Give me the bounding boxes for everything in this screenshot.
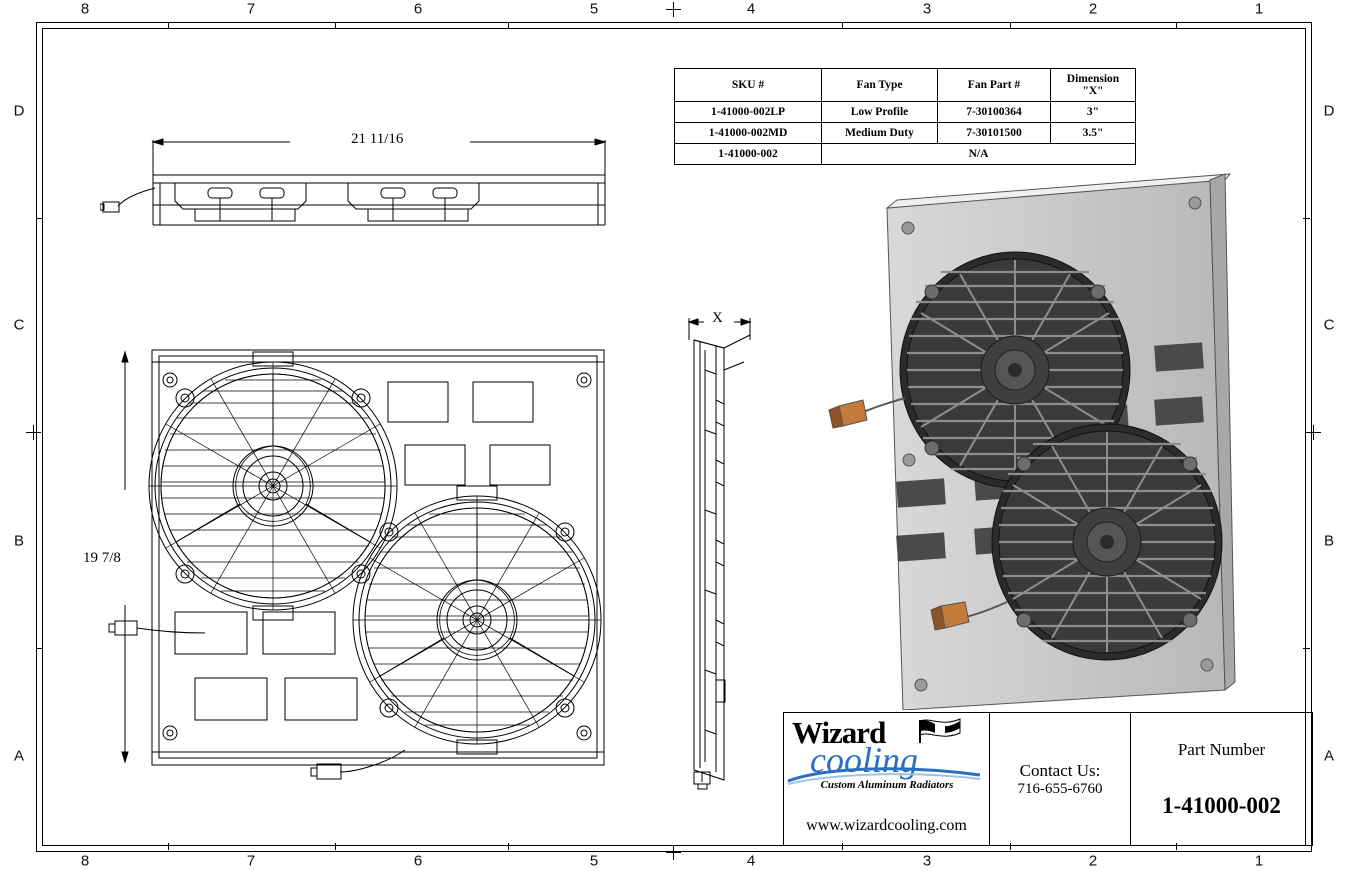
border-tick bbox=[1303, 648, 1310, 649]
part-number-cell bbox=[1131, 713, 1312, 845]
zone-number-bottom-8: 8 bbox=[80, 852, 90, 870]
zone-number-top-6: 6 bbox=[413, 0, 423, 18]
cell-dimension: 3.5" bbox=[1051, 123, 1136, 144]
dimension-depth-label: X bbox=[712, 310, 723, 326]
contact-label: Contact Us: bbox=[1019, 760, 1101, 780]
zone-letter-left-a: A bbox=[13, 747, 25, 765]
swoosh-icon bbox=[786, 763, 982, 785]
zone-number-bottom-2: 2 bbox=[1088, 852, 1098, 870]
zone-number-top-4: 4 bbox=[746, 0, 756, 18]
front-view bbox=[95, 340, 625, 790]
zone-number-top-2: 2 bbox=[1088, 0, 1098, 18]
zone-letter-right-a: A bbox=[1323, 747, 1335, 765]
cell-dimension: 3" bbox=[1051, 102, 1136, 123]
zone-number-top-3: 3 bbox=[922, 0, 932, 18]
border-tick bbox=[168, 843, 169, 850]
table-row bbox=[675, 144, 1136, 165]
contact-cell bbox=[990, 713, 1131, 845]
zone-letter-right-c: C bbox=[1323, 316, 1335, 334]
zone-number-bottom-7: 7 bbox=[246, 852, 256, 870]
border-tick bbox=[842, 22, 843, 29]
brand-name-cooling: cooling bbox=[810, 740, 918, 780]
zone-letter-left-d: D bbox=[13, 102, 25, 120]
column-header-sku: SKU # bbox=[675, 69, 822, 102]
border-tick bbox=[168, 22, 169, 29]
dimension-width-label: 21 11/16 bbox=[351, 131, 404, 147]
cell-na: N/A bbox=[822, 144, 1136, 165]
cell-sku: 1-41000-002MD bbox=[675, 123, 822, 144]
cell-fan-type: Medium Duty bbox=[822, 123, 938, 144]
cell-fan-part: 7-30100364 bbox=[938, 102, 1051, 123]
column-header-fan-part: Fan Part # bbox=[938, 69, 1051, 102]
zone-number-top-7: 7 bbox=[246, 0, 256, 18]
border-tick bbox=[335, 843, 336, 850]
brand-tagline: Custom Aluminum Radiators bbox=[820, 779, 954, 791]
zone-number-bottom-5: 5 bbox=[589, 852, 599, 870]
border-tick bbox=[335, 22, 336, 29]
zone-number-bottom-3: 3 bbox=[922, 852, 932, 870]
zone-number-bottom-4: 4 bbox=[746, 852, 756, 870]
table-row bbox=[675, 123, 1136, 144]
isometric-view bbox=[825, 170, 1245, 710]
cell-sku: 1-41000-002 bbox=[675, 144, 822, 165]
part-number-label: Part Number bbox=[1177, 739, 1266, 759]
spec-table bbox=[674, 68, 1136, 165]
title-block bbox=[783, 712, 1313, 846]
border-tick bbox=[1010, 22, 1011, 29]
cell-sku: 1-41000-002LP bbox=[675, 102, 822, 123]
border-tick bbox=[36, 218, 43, 219]
zone-letter-left-b: B bbox=[13, 532, 25, 550]
zone-number-top-5: 5 bbox=[589, 0, 599, 18]
border-tick bbox=[508, 843, 509, 850]
side-view bbox=[672, 310, 782, 810]
zone-letter-right-b: B bbox=[1323, 532, 1335, 550]
checkered-flag-icon bbox=[918, 717, 964, 743]
zone-letter-left-c: C bbox=[13, 316, 25, 334]
cell-fan-type: Low Profile bbox=[822, 102, 938, 123]
border-tick bbox=[1176, 22, 1177, 29]
zone-number-bottom-6: 6 bbox=[413, 852, 423, 870]
brand-name: Wizard bbox=[792, 715, 886, 750]
zone-number-top-1: 1 bbox=[1254, 0, 1264, 18]
contact-phone: 716-655-6760 bbox=[1017, 780, 1103, 797]
column-header-dimension-x: Dimension "X" bbox=[1051, 69, 1136, 102]
top-edge-view bbox=[100, 130, 660, 260]
zone-letter-right-d: D bbox=[1323, 102, 1335, 120]
column-header-fan-type: Fan Type bbox=[822, 69, 938, 102]
border-tick bbox=[36, 648, 43, 649]
border-tick bbox=[508, 22, 509, 29]
zone-number-top-8: 8 bbox=[80, 0, 90, 18]
website-url[interactable]: www.wizardcooling.com bbox=[806, 817, 967, 834]
dimension-height-label: 19 7/8 bbox=[83, 550, 121, 566]
border-tick bbox=[1303, 218, 1310, 219]
table-header-row bbox=[675, 69, 1136, 102]
table-row bbox=[675, 102, 1136, 123]
part-number-value: 1-41000-002 bbox=[1162, 792, 1281, 818]
zone-number-bottom-1: 1 bbox=[1254, 852, 1264, 870]
logo-cell bbox=[784, 713, 990, 845]
cell-fan-part: 7-30101500 bbox=[938, 123, 1051, 144]
